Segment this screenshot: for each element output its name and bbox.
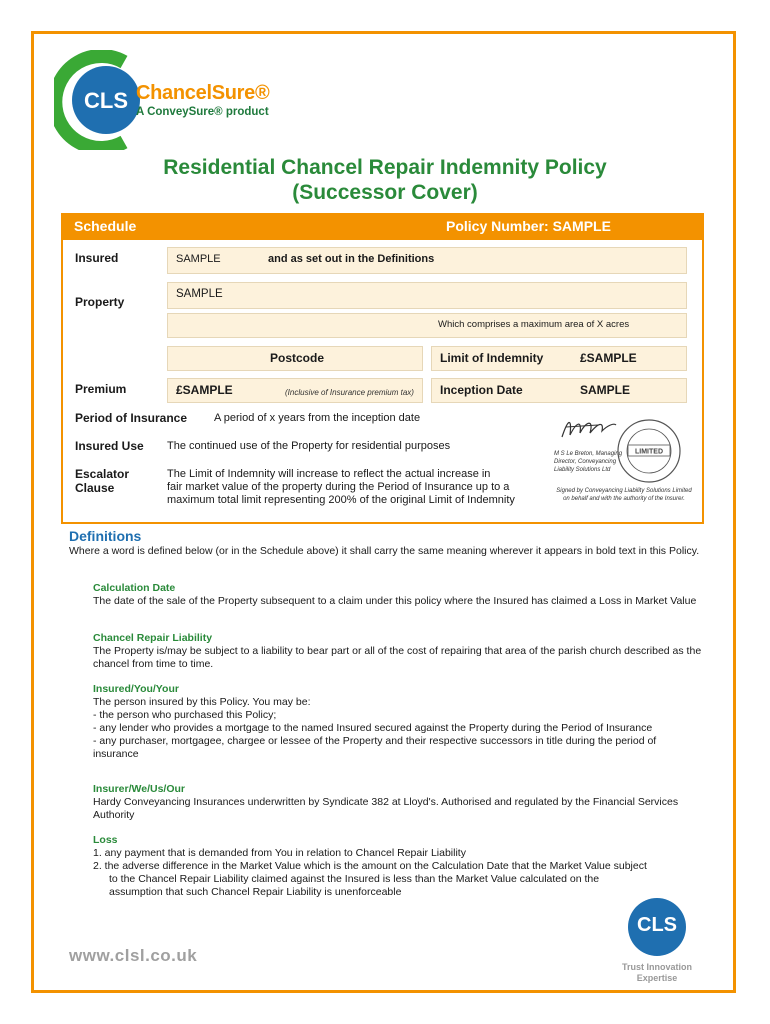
- signatory-line-3: Liability Solutions Ltd: [554, 467, 611, 473]
- limit-value: £SAMPLE: [580, 351, 637, 365]
- insured-def-line-2: - the person who purchased this Policy;: [93, 709, 277, 721]
- limit-label: Limit of Indemnity: [440, 351, 544, 365]
- brand-name: ChancelSure®: [136, 82, 270, 104]
- use-value: The continued use of the Property for residential purposes: [167, 440, 451, 452]
- escalator-label-2: Clause: [75, 481, 115, 495]
- policy-number: Policy Number: SAMPLE: [446, 218, 611, 234]
- insured-label: Insured: [75, 251, 119, 265]
- escalator-line-1: The Limit of Indemnity will increase to reflect the actual increase in: [167, 468, 491, 480]
- signed-by-note: [549, 487, 699, 503]
- property-label: Property: [75, 295, 125, 309]
- definition-calculation-date: The date of the sale of the Property subsequent to a claim under this policy where the Insured has claimed a Loss in Market Value: [93, 595, 697, 607]
- insured-value: SAMPLE: [176, 253, 221, 265]
- loss-item-2: 2. the adverse difference in the Market Value which is the amount on the Calculation Date that the Market Value subject to the Chancel Repair Liability claimed against the Insured is less than the Market Value calculated on the assumption that such Chancel Repair Liability is unenforceable: [93, 860, 647, 898]
- term-chancel-repair-liability: Chancel Repair Liability: [93, 632, 213, 644]
- property-value: SAMPLE: [176, 288, 223, 300]
- page-title-line1: Residential Chancel Repair Indemnity Policy: [163, 156, 607, 179]
- premium-note: (Inclusive of Insurance premium tax): [285, 388, 414, 397]
- signatory-name: [554, 450, 634, 474]
- property-field: [167, 282, 687, 309]
- escalator-line-2: fair market value of the property during the Period of Insurance up to a: [167, 481, 510, 493]
- premium-value: £SAMPLE: [176, 383, 233, 397]
- definition-insured: [93, 696, 703, 761]
- inception-value: SAMPLE: [580, 383, 631, 397]
- website-link[interactable]: www.clsl.co.uk: [69, 946, 198, 965]
- term-insurer: Insurer/We/Us/Our: [93, 783, 185, 795]
- term-loss: Loss: [93, 834, 118, 846]
- signature-icon: [558, 413, 618, 443]
- schedule-heading: Schedule: [74, 218, 137, 234]
- signatory-line-1: M S Le Breton, Managing: [554, 451, 623, 457]
- term-calculation-date: Calculation Date: [93, 582, 176, 594]
- tagline: [612, 962, 702, 984]
- stamp-text: LIMITED: [635, 448, 663, 456]
- tagline-line-1: Trust Innovation: [621, 962, 692, 972]
- escalator-label-1: Escalator: [75, 467, 130, 481]
- loss-item-1: 1. any payment that is demanded from You in relation to Chancel Repair Liability: [93, 847, 466, 859]
- term-insured: Insured/You/Your: [93, 683, 179, 695]
- definition-loss: [93, 847, 653, 899]
- page-title-line2: (Successor Cover): [292, 181, 478, 204]
- inception-label: Inception Date: [440, 383, 523, 397]
- period-label: Period of Insurance: [75, 411, 188, 425]
- insured-def-line-1: The person insured by this Policy. You may be:: [93, 696, 311, 708]
- cls-badge-text: CLS: [637, 914, 677, 936]
- insured-note: and as set out in the Definitions: [268, 253, 435, 265]
- definition-chancel-repair-liability: The Property is/may be subject to a liability to bear part or all of the cost of repairing that area of the parish church described as the chancel from time to time.: [93, 645, 702, 670]
- use-label: Insured Use: [75, 439, 144, 453]
- signed-by-line-2: on behalf and with the authority of the Insurer.: [563, 496, 685, 502]
- logo-mark-text: CLS: [84, 88, 128, 113]
- brand-subtitle: A ConveySure® product: [136, 106, 269, 118]
- tagline-line-2: Expertise: [636, 973, 678, 983]
- signatory-line-2: Director, Conveyancing: [554, 459, 617, 465]
- period-value: A period of x years from the inception date: [214, 412, 421, 424]
- definitions-heading: Definitions: [69, 528, 142, 544]
- definitions-intro: Where a word is defined below (or in the Schedule above) it shall carry the same meaning wherever it appears in bold text in this Policy.: [69, 545, 700, 557]
- signed-by-line-1: Signed by Conveyancing Liability Solutions Limited: [556, 488, 692, 494]
- escalator-line-3: maximum total limit representing 200% of the original Limit of Indemnity: [167, 494, 515, 506]
- area-note: Which comprises a maximum area of X acres: [438, 319, 630, 330]
- insured-def-line-4: - any purchaser, mortgagee, chargee or lessee of the Property and their respective successors in title during the period of insurance: [93, 735, 657, 760]
- insured-def-line-3: - any lender who provides a mortgage to the named Insured secured against the Property during the Period of Insurance: [93, 722, 653, 734]
- premium-label: Premium: [75, 382, 127, 396]
- definition-insurer: Hardy Conveyancing Insurances underwritten by Syndicate 382 at Lloyd's. Authorised and regulated by the Financial Services Authority: [93, 796, 679, 821]
- postcode-label: Postcode: [270, 351, 325, 365]
